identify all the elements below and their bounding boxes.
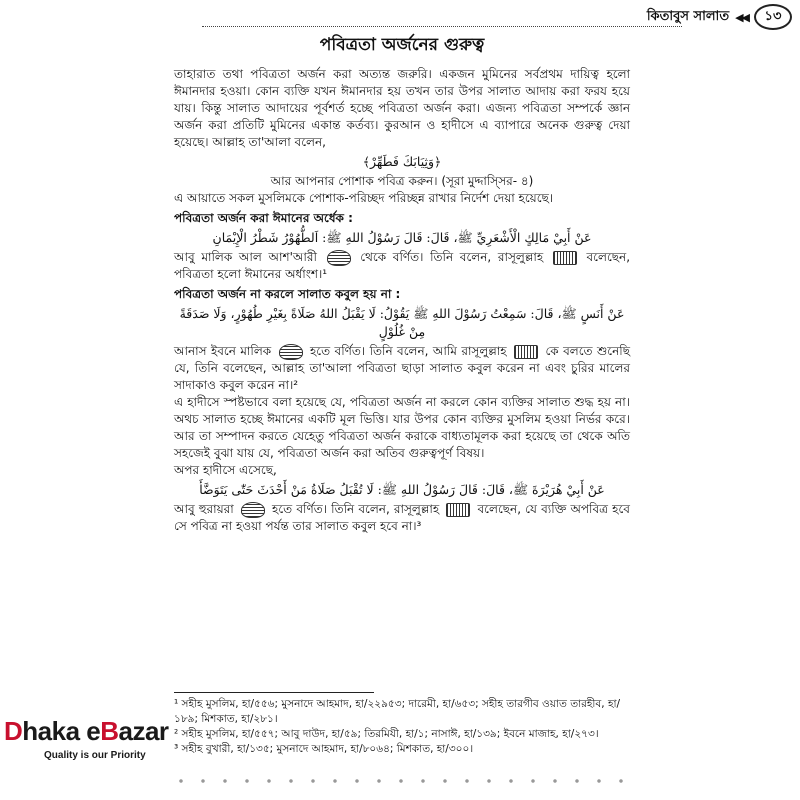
page-number-badge: ১৩ — [754, 4, 792, 30]
section1-text-c: বলেছেন, পবিত্রতা হলো ঈমানের অর্ধাংশ।¹ — [174, 250, 631, 281]
verse-translation: আর আপনার পোশাক পবিত্র করুন। (সূরা মুদ্দাস্সির- ৪) — [270, 174, 534, 188]
sallallahu-alaihi-wasallam-icon — [514, 345, 538, 359]
footnote-rule — [174, 692, 374, 693]
verse-comment: এ আয়াতে সকল মুসলিমকে পোশাক-পরিচ্ছদ পরিচ্ছন্ন রাখার নির্দেশ দেয়া হয়েছে। — [174, 191, 554, 205]
radiallahu-anhu-icon — [279, 344, 303, 360]
section1-arabic: عَنْ أَبِيْ مَالِكٍ الْأَشْعَرِيِّ ﷺ، قَالَ: قَالَ رَسُوْلُ اللهِ ﷺ: اَلطُّهُوْرُ شَطْرُ الْإِيْمَانِ — [212, 230, 592, 245]
sallallahu-alaihi-wasallam-icon — [446, 503, 470, 517]
section2-heading: পবিত্রতা অর্জন না করলে সালাত কবুল হয় না : — [174, 287, 401, 301]
book-title: কিতাবুস সালাত — [646, 8, 730, 24]
footnotes — [174, 697, 630, 757]
running-header — [647, 4, 792, 30]
section2-text-b: হতে বর্ণিত। তিনি বলেন, আমি রাসূলুল্লাহ — [310, 344, 507, 358]
section3-text-a: আবু হুরায়রা — [174, 502, 234, 516]
section1-text-a: আবু মালিক আল আশ'আরী — [174, 250, 317, 264]
section2-explanation: এ হাদীসে স্পষ্টভাবে বলা হয়েছে যে, পবিত্রতা অর্জন না করলে কোন ব্যক্তির সালাত শুদ্ধ হয় না। অথচ সালাত হচ্ছে ঈমানের একটি মূল ভিত্তি। যার উপর কোন ব্যক্তির মুসলিম হওয়া নির্ভর করে। আর তা সম্পাদন করতে যেহেতু পবিত্রতা অর্জন করাকে বাধ্যতামূলক করা হয়েছে তা থেকে অতি সহজেই বুঝা যায় যে, পবিত্রতা অর্জন করা অতিব গুরুত্বপূর্ণ বিষয়। — [174, 395, 630, 460]
watermark — [4, 716, 204, 786]
section3-translation — [174, 501, 630, 535]
section1-translation — [174, 249, 630, 283]
watermark-logo: Dhaka eBazar — [4, 716, 169, 746]
another-hadith-intro: অপর হাদীসে এসেছে, — [174, 463, 277, 477]
section2-text-a: আনাস ইবনে মালিক — [174, 344, 272, 358]
arrows-icon: ◀◀ — [735, 10, 748, 24]
watermark-tagline: Quality is our Priority — [44, 750, 146, 761]
sallallahu-alaihi-wasallam-icon — [553, 251, 577, 265]
section2-translation — [174, 343, 630, 394]
verse-arabic: ﴿وَثِيَابَكَ فَطَهِّرْ﴾ — [362, 154, 442, 169]
section3-arabic: عَنْ أَبِيْ هُرَيْرَةَ ﷺ، قَالَ: قَالَ رَسُوْلُ اللهِ ﷺ: لَا تُقْبَلُ صَلَاةُ مَنْ أَحْدَثَ حَتّٰى يَتَوَضَّأَ — [199, 482, 605, 497]
footnote-1: ¹ সহীহ মুসলিম, হা/৫৫৬; মুসনাদে আহমাদ, হা/২২৯৫৩; দারেমী, হা/৬৫৩; সহীহ তারগীব ওয়াত তারহীব, হা/১৮৯; মিশকাত, হা/২৮১। — [174, 698, 621, 725]
page-content — [174, 30, 630, 535]
section1-heading: পবিত্রতা অর্জন করা ঈমানের অর্ধেক : — [174, 211, 353, 225]
section2-arabic: عَنْ أَنَسٍ ﷺ، قَالَ: سَمِعْتُ رَسُوْلَ اللهِ ﷺ يَقُوْلُ: لَا يَقْبَلُ اللهُ صَلَاةً بِغَيْرِ طُهُوْرٍ، وَلَا صَدَقَةً مِنْ غُلُوْلٍ — [179, 306, 625, 339]
bottom-ornament — [174, 774, 630, 788]
header-rule — [202, 26, 682, 27]
radiallahu-anhu-icon — [241, 502, 265, 518]
section3-text-b: হতে বর্ণিত। তিনি বলেন, রাসূলুল্লাহ — [272, 502, 440, 516]
section3-text-c: বলেছেন, যে ব্যক্তি অপবিত্র হবে সে পবিত্র না হওয়া পর্যন্ত তার সালাত কবুল হবে না।³ — [174, 502, 630, 533]
page-title: পবিত্রতা অর্জনের গুরুত্ব — [319, 35, 485, 55]
section1-text-b: থেকে বর্ণিত। তিনি বলেন, রাসূলুল্লাহ — [360, 250, 544, 264]
footnote-2: ² সহীহ মুসলিম, হা/৫৫৭; আবু দাউদ, হা/৫৯; তিরমিযী, হা/১; নাসাঈ, হা/১৩৯; ইবনে মাজাহ, হা/২৭৩। — [174, 728, 599, 740]
section2-text-c: কে বলতে শুনেছি যে, তিনি বলেছেন, আল্লাহ তা'আলা পবিত্রতা ছাড়া সালাত কবুল করেন না এবং চুরির মালের সাদাকাও কবুল করেন না।² — [174, 344, 630, 392]
intro-paragraph: তাহারাত তথা পবিত্রতা অর্জন করা অত্যন্ত জরুরি। একজন মুমিনের সর্বপ্রথম দায়িত্ব হলো ঈমানদার হওয়া। কোন ব্যক্তি যখন ঈমানদার হয় তখন তার উপর সালাত আদায় করা ফরয হয়ে যায়। কিন্তু সালাত আদায়ের পূর্বশর্ত হচ্ছে পবিত্রতা অর্জন করা। এজন্য পবিত্রতা সম্পর্কে জ্ঞান অর্জন করা প্রতিটি মুমিনের একান্ত কর্তব্য। কুরআন ও হাদীসে এ ব্যাপারে অনেক গুরুত্ব দেয়া হয়েছে। আল্লাহ তা'আলা বলেন, — [174, 67, 630, 149]
radiallahu-anhu-icon — [327, 250, 351, 266]
footnote-3: ³ সহীহ বুখারী, হা/১৩৫; মুসনাদে আহমাদ, হা/৮০৬৪; মিশকাত, হা/৩০০। — [174, 743, 474, 755]
